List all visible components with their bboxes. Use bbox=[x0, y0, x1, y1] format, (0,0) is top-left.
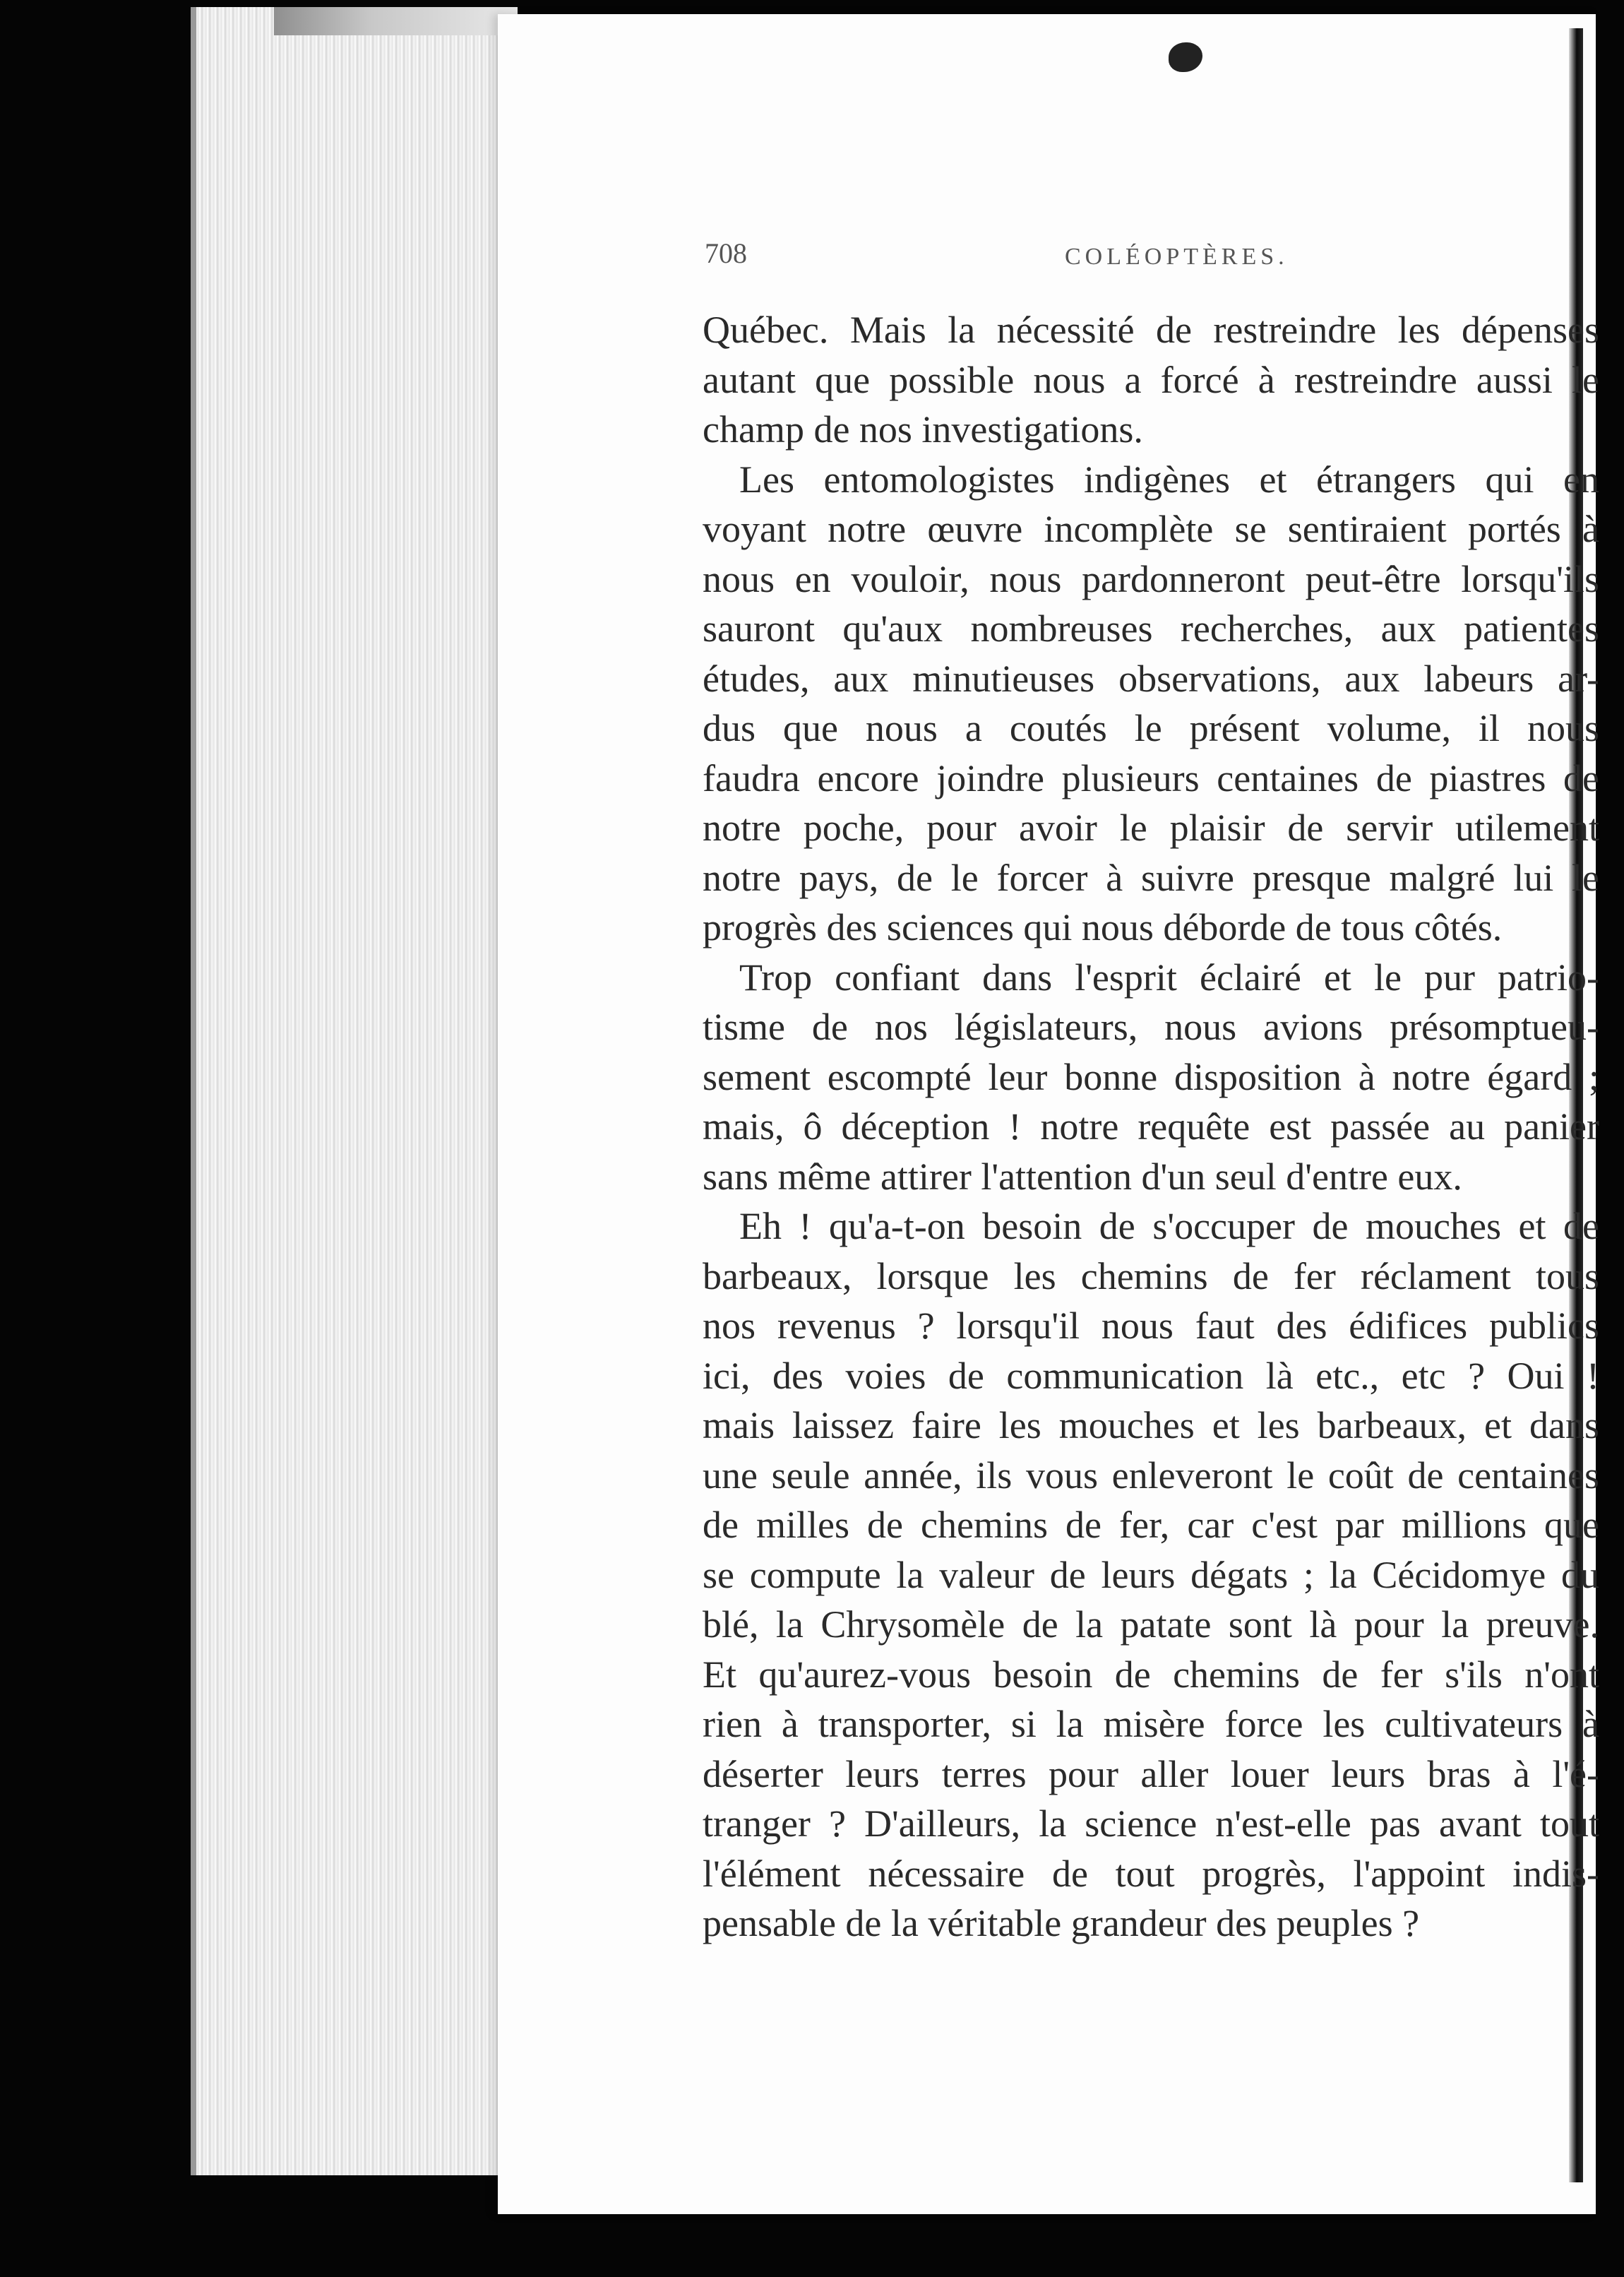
text-line: sauront qu'aux nombreuses recherches, aux patientes bbox=[703, 607, 1599, 650]
text-line: autant que possible nous a forcé à restreindre aussi le bbox=[703, 358, 1599, 401]
book-page-edges bbox=[191, 7, 518, 2175]
text-line: dus que nous a coutés le présent volume, il nous bbox=[703, 707, 1599, 749]
text-line: notre pays, de le forcer à suivre presque malgré lui le bbox=[703, 856, 1599, 899]
text-line: nous en vouloir, nous pardonneront peut-être lorsqu'ils bbox=[703, 557, 1599, 600]
text-line: sement escompté leur bonne disposition à notre égard ; bbox=[703, 1055, 1599, 1098]
running-head bbox=[705, 237, 1411, 279]
text-line: l'élément nécessaire de tout progrès, l'appoint indis- bbox=[703, 1852, 1599, 1895]
text-line: Et qu'aurez-vous besoin de chemins de fer s'ils n'ont bbox=[703, 1653, 1599, 1696]
text-line: études, aux minutieuses observations, aux labeurs ar- bbox=[703, 657, 1599, 700]
text-line: Trop confiant dans l'esprit éclairé et le pur patrio- bbox=[739, 956, 1599, 999]
text-line: barbeaux, lorsque les chemins de fer réclament tous bbox=[703, 1254, 1599, 1297]
text-line: pensable de la véritable grandeur des peuples ? bbox=[703, 1902, 1420, 1944]
paragraph bbox=[703, 455, 1599, 953]
text-line: mais laissez faire les mouches et les barbeaux, et dans bbox=[703, 1404, 1599, 1446]
page-number: 708 bbox=[705, 237, 747, 269]
paragraph bbox=[703, 305, 1599, 455]
text-line: sans même attirer l'attention d'un seul d'entre eux. bbox=[703, 1155, 1462, 1198]
text-line: se compute la valeur de leurs dégats ; la Cécidomye du bbox=[703, 1553, 1599, 1596]
text-line: ici, des voies de communication là etc., etc ? Oui ! bbox=[703, 1354, 1599, 1397]
text-line: Québec. Mais la nécessité de restreindre les dépenses bbox=[703, 309, 1599, 351]
text-line: Les entomologistes indigènes et étrangers qui en bbox=[739, 458, 1599, 501]
section-title: COLÉOPTÈRES. bbox=[1065, 244, 1289, 270]
text-line: nos revenus ? lorsqu'il nous faut des édifices publics bbox=[703, 1304, 1599, 1347]
text-line: Eh ! qu'a-t-on besoin de s'occuper de mouches et de bbox=[739, 1205, 1599, 1247]
paragraph bbox=[703, 953, 1599, 1202]
body-text bbox=[703, 305, 1599, 1949]
text-line: faudra encore joindre plusieurs centaines de piastres de bbox=[703, 756, 1599, 799]
text-line: une seule année, ils vous enleveront le coût de centaines bbox=[703, 1453, 1599, 1497]
text-line: progrès des sciences qui nous déborde de tous côtés. bbox=[703, 906, 1503, 949]
text-line: blé, la Chrysomèle de la patate sont là pour la preuve. bbox=[703, 1603, 1599, 1646]
text-line: de milles de chemins de fer, car c'est par millions que bbox=[703, 1504, 1599, 1546]
text-line: rien à transporter, si la misère force les cultivateurs à bbox=[703, 1703, 1599, 1745]
text-line: déserter leurs terres pour aller louer leurs bras à l'é- bbox=[703, 1752, 1599, 1795]
text-line: mais, ô déception ! notre requête est passée au panier bbox=[703, 1105, 1599, 1148]
page-edge-shadow bbox=[274, 7, 518, 35]
text-line: tranger ? D'ailleurs, la science n'est-elle pas avant tout bbox=[703, 1802, 1599, 1845]
paragraph bbox=[703, 1201, 1599, 1949]
text-line: voyant notre œuvre incomplète se sentiraient portés à bbox=[703, 508, 1599, 550]
text-line: tisme de nos législateurs, nous avions présomptueu- bbox=[703, 1006, 1599, 1048]
text-line: notre poche, pour avoir le plaisir de servir utilement bbox=[703, 807, 1599, 849]
text-line: champ de nos investigations. bbox=[703, 408, 1143, 451]
